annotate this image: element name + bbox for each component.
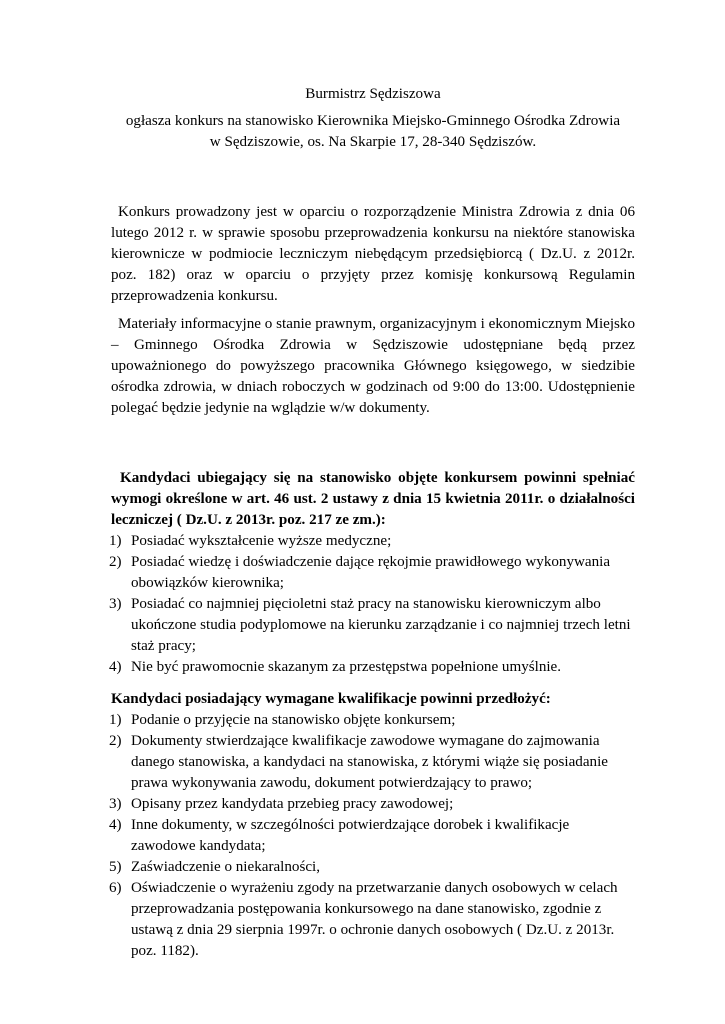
list-item-text: Posiadać wykształcenie wyższe medyczne; — [131, 533, 392, 549]
list-item-number: 2) — [109, 733, 122, 749]
qualifications-heading: Kandydaci posiadający wymagane kwalifikacje powinni przedłożyć: — [111, 691, 551, 707]
list-item — [111, 710, 635, 731]
requirements-heading: Kandydaci ubiegający się na stanowisko objęte konkursem powinni spełniać wymogi określone w art. 46 ust. 2 ustawy z dnia 15 kwietnia 2011r. o działalności leczniczej ( Dz.U. z 2013r. poz. 217 ze zm.): — [111, 470, 635, 528]
list-item-text: Oświadczenie o wyrażeniu zgody na przetwarzanie danych osobowych w celach przeprowadzania postępowania konkursowego na dane stanowisko, zgodnie z ustawą z dnia 29 sierpnia 1997r. o ochronie danych osobowych ( Dz.U. z 2013r. poz. 1182). — [131, 880, 618, 959]
list-item-number: 6) — [109, 880, 122, 896]
list-item-number: 2) — [109, 554, 122, 570]
list-item-number: 1) — [109, 533, 122, 549]
list-item — [111, 794, 635, 815]
paragraph-information-materials: Materiały informacyjne o stanie prawnym, organizacyjnym i ekonomicznym Miejsko – Gminnego Ośrodka Zdrowia w Sędziszowie udostępniane będą przez upoważnionego do powyższego pracownika Głównego księgowego, w siedzibie ośrodka zdrowia, w dniach roboczych w godzinach od 9:00 do 13:00. Udostępnienie polegać będzie jedynie na wglądzie w/w dokumenty. — [111, 316, 635, 416]
list-item-number: 5) — [109, 859, 122, 875]
list-item-text: Podanie o przyjęcie na stanowisko objęte konkursem; — [131, 712, 456, 728]
list-item-text: Opisany przez kandydata przebieg pracy zawodowej; — [131, 796, 454, 812]
list-item-number: 1) — [109, 712, 122, 728]
list-item-text: Dokumenty stwierdzające kwalifikacje zawodowe wymagane do zajmowania danego stanowiska, a kandydaci na stanowiska, z którymi wiąże się posiadanie prawa wykonywania zawodu, dokument potwierdzający to prawo; — [131, 733, 608, 791]
qualifications-list — [111, 710, 635, 962]
list-item-text: Inne dokumenty, w szczególności potwierdzające dorobek i kwalifikacje zawodowe kandydata; — [131, 817, 570, 854]
list-item-number: 3) — [109, 796, 122, 812]
list-item — [111, 657, 635, 678]
list-item — [111, 815, 635, 857]
list-item-text: Nie być prawomocnie skazanym za przestępstwa popełnione umyślnie. — [131, 659, 562, 675]
list-item-text: Zaświadczenie o niekaralności, — [131, 859, 321, 875]
list-item-number: 4) — [109, 659, 122, 675]
list-item — [111, 594, 635, 657]
list-item — [111, 531, 635, 552]
document-title: Burmistrz Sędziszowa — [305, 86, 441, 102]
list-item — [111, 552, 635, 594]
paragraph-contest-basis: Konkurs prowadzony jest w oparciu o rozporządzenie Ministra Zdrowia z dnia 06 lutego 2012 r. w sprawie sposobu przeprowadzenia konkursu na niektóre stanowiska kierownicze w podmiocie leczniczym niebędącym przedsiębiorcą ( Dz.U. z 2012r. poz. 182) oraz w oparciu o przyjęty przez komisję konkursową Regulamin przeprowadzenia konkursu. — [111, 204, 635, 304]
list-item — [111, 731, 635, 794]
document-subtitle: ogłasza konkurs na stanowisko Kierownika Miejsko-Gminnego Ośrodka Zdrowia w Sędziszowie, os. Na Skarpie 17, 28-340 Sędziszów. — [125, 113, 621, 150]
list-item-text: Posiadać co najmniej pięcioletni staż pracy na stanowisku kierowniczym albo ukończone studia podyplomowe na kierunku zarządzanie i co najmniej trzech letni staż pracy; — [131, 596, 631, 654]
list-item — [111, 878, 635, 962]
list-item-number: 4) — [109, 817, 122, 833]
requirements-list — [111, 531, 635, 678]
list-item-text: Posiadać wiedzę i doświadczenie dające rękojmie prawidłowego wykonywania obowiązków kierownika; — [131, 554, 611, 591]
list-item — [111, 857, 635, 878]
list-item-number: 3) — [109, 596, 122, 612]
